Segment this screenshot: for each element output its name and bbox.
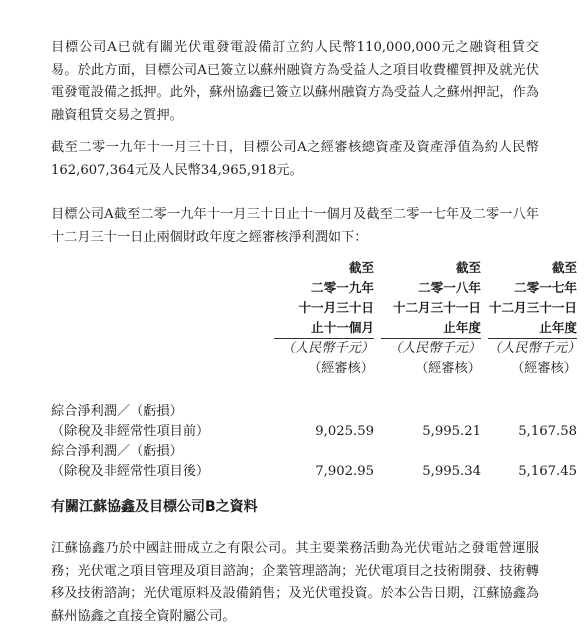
row-label: 綜合淨利潤／（虧損）	[51, 444, 183, 459]
column-header-line: 止年度	[488, 318, 577, 339]
section-heading: 有關江蘇協鑫及目標公司B之資料	[51, 499, 258, 515]
column-header-line: 止十一個月	[274, 318, 374, 339]
row-label: （除稅及非經常性項目前）	[51, 424, 210, 439]
table-column-header	[274, 258, 374, 379]
table-row	[51, 422, 577, 442]
row-value: 7,902.95	[315, 464, 374, 479]
paragraph-finance-lease: 目標公司A已就有關光伏電發電設備訂立約人民幣110,000,000元之融資租賃交易。於此方面，目標公司A已簽立以蘇州融資方為受益人之項目收費權質押及就光伏電發電設備之抵押。此外，蘇州協鑫已簽立以蘇州融資方為受益人之蘇州押記，作為融資租賃交易之質押。	[51, 40, 539, 123]
column-header-line: 二零一七年	[514, 280, 577, 295]
column-header-line: 截至	[455, 260, 481, 275]
paragraph-net-assets: 截至二零一九年十一月三十日，目標公司A之經審核總資產及資產淨值為約人民幣162,607,364元及人民幣34,965,918元。	[51, 140, 539, 178]
row-value: 5,167.45	[518, 464, 577, 479]
column-unit: （人民幣千元）	[488, 341, 581, 356]
column-header-line: 截至	[348, 260, 374, 275]
column-audit-note: （經審核）	[511, 361, 577, 376]
paragraph-jiangsu-gcl: 江蘇協鑫乃於中國註冊成立之有限公司。其主要業務活動為光伏電站之發電營運服務；光伏電之項目管理及項目諮詢；企業管理諮詢；光伏電項目之技術開發、技術轉移及技術諮詢；光伏電原料及設備銷售；及光伏電投資。於本公告日期，江蘇協鑫為蘇州協鑫之直接全資附屬公司。	[51, 541, 539, 624]
row-value: 5,995.21	[422, 424, 481, 439]
row-value: 5,167.58	[518, 424, 577, 439]
column-audit-note: （經審核）	[415, 361, 481, 376]
table-row	[51, 402, 539, 422]
column-header-line: 止年度	[381, 318, 481, 339]
row-label: 綜合淨利潤／（虧損）	[51, 404, 183, 419]
column-unit: （人民幣千元）	[388, 341, 481, 356]
column-header-line: 十二月三十一日	[488, 300, 577, 315]
column-header-line: 二零一九年	[311, 280, 374, 295]
column-unit: （人民幣千元）	[281, 341, 374, 356]
table-body	[51, 402, 577, 482]
row-value: 5,995.34	[422, 464, 481, 479]
table-column-header	[488, 258, 581, 379]
row-label: （除稅及非經常性項目後）	[51, 464, 210, 479]
column-header-line: 二零一八年	[418, 280, 481, 295]
column-header-line: 截至	[551, 260, 577, 275]
paragraph-net-profit-intro: 目標公司A截至二零一九年十一月三十日止十一個月及截至二零一七年及二零一八年十二月三十一日止兩個財政年度之經審核淨利潤如下：	[51, 207, 539, 245]
table-column-header	[381, 258, 481, 379]
table-row	[51, 462, 577, 482]
column-audit-note: （經審核）	[308, 361, 374, 376]
row-value: 9,025.59	[315, 424, 374, 439]
table-row	[51, 442, 539, 462]
column-header-line: 十一月三十日	[298, 300, 374, 315]
column-header-line: 十二月三十一日	[392, 300, 481, 315]
